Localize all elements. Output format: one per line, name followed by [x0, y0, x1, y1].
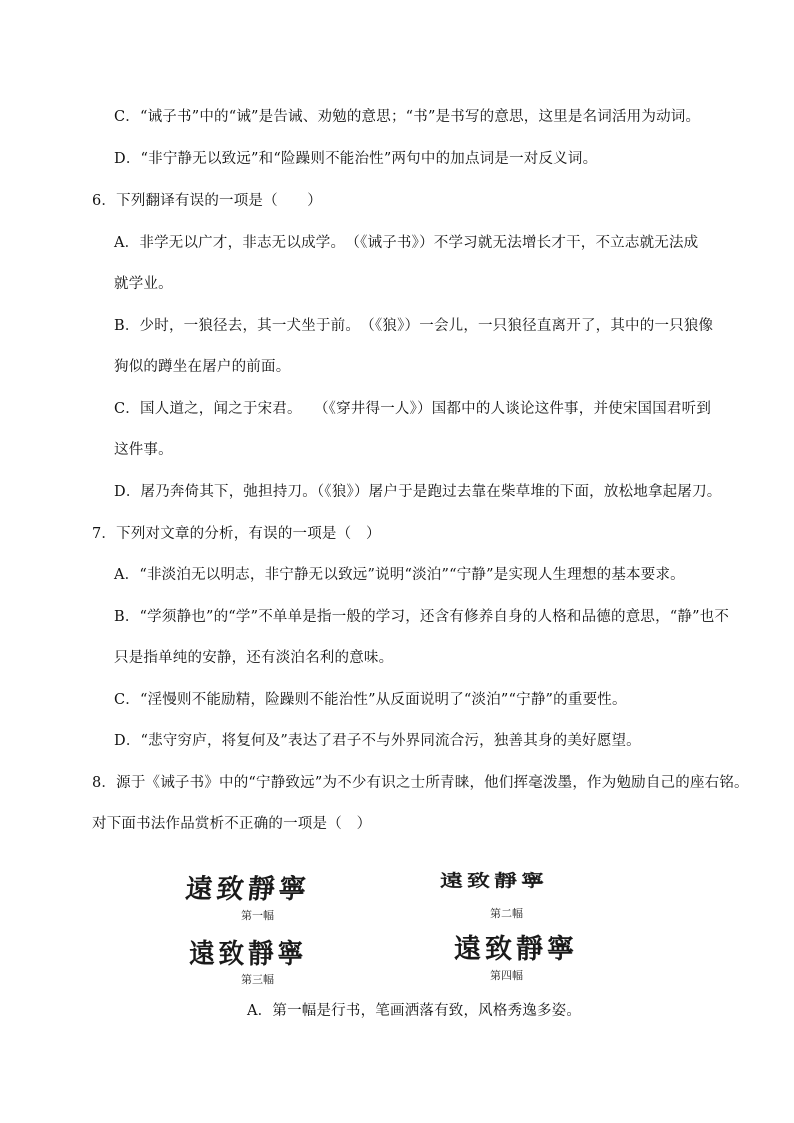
q6-option-c-cont: 这件事。: [114, 442, 173, 458]
q7-option-b-cont: 只是指单纯的安静，还有淡泊名利的意味。: [114, 650, 394, 666]
q6-option-b: B．少时，一狼径去，其一犬坐于前。 （《狼》）一会儿，一只狼径直离开了，其中的一只狼像: [114, 318, 714, 334]
question-6: 6．下列翻译有误的一项是（ ）: [92, 193, 322, 209]
q6-option-a: A．非学无以广才，非志无以成学。 （《诫子书》）不学习就无法增长才干，不立志就无法成: [114, 235, 699, 251]
calligraphy-work-1: 遠致靜寧: [184, 874, 312, 905]
calligraphy-figure: [150, 855, 630, 990]
question-8: 8．源于《诫子书》中的“宁静致远”为不少有识之士所青睐，他们挥毫泼墨，作为勉励自己的座右铭。: [92, 775, 749, 791]
q7-option-c: C．“淫慢则不能励精，险躁则不能治性”从反面说明了“淡泊”“宁静”的重要性。: [114, 692, 627, 708]
q6-option-d: D．屠乃奔倚其下，弛担持刀。（《狼》）屠户于是跑过去靠在柴草堆的下面，放松地拿起屠刀。: [114, 484, 722, 500]
caption-work-3: 第三幅: [241, 973, 274, 986]
q8-option-a: A．第一幅是行书，笔画洒落有致，风格秀逸多姿。: [247, 1003, 582, 1019]
q7-option-a: A．“非淡泊无以明志，非宁静无以致远”说明“淡泊”“宁静”是实现人生理想的基本要求。: [114, 567, 685, 583]
caption-work-2: 第二幅: [490, 907, 523, 920]
q6-option-b-cont: 狗似的蹲坐在屠户的前面。: [114, 359, 291, 375]
q5-option-d: D．“非宁静无以致远”和“险躁则不能治性”两句中的加点词是一对反义词。: [114, 151, 598, 167]
calligraphy-work-3: 遠致靜寧: [189, 939, 307, 970]
q5-option-c: C．“诫子书”中的“诫”是告诫、劝勉的意思；“书”是书写的意思，这里是名词活用为动词。: [114, 109, 701, 125]
caption-work-4: 第四幅: [490, 969, 523, 982]
q7-option-b: B．“学须静也”的“学”不单单是指一般的学习，还含有修养自身的人格和品德的意思，“静”也不: [114, 609, 730, 625]
question-7: 7．下列对文章的分析，有误的一项是（ ）: [92, 526, 381, 542]
q6-option-a-cont: 就学业。: [114, 276, 173, 292]
question-8-cont: 对下面书法作品赏析不正确的一项是（ ）: [92, 816, 372, 832]
calligraphy-work-2: 遠致靜寧: [440, 870, 548, 892]
caption-work-1: 第一幅: [241, 909, 274, 922]
calligraphy-work-4: 遠致靜寧: [454, 934, 578, 965]
q6-option-c: C．国人道之，闻之于宋君。 （《穿井得一人》）国都中的人谈论这件事，并使宋国国君听到: [114, 401, 712, 417]
q7-option-d: D．“悲守穷庐，将复何及”表达了君子不与外界同流合污，独善其身的美好愿望。: [114, 733, 641, 749]
